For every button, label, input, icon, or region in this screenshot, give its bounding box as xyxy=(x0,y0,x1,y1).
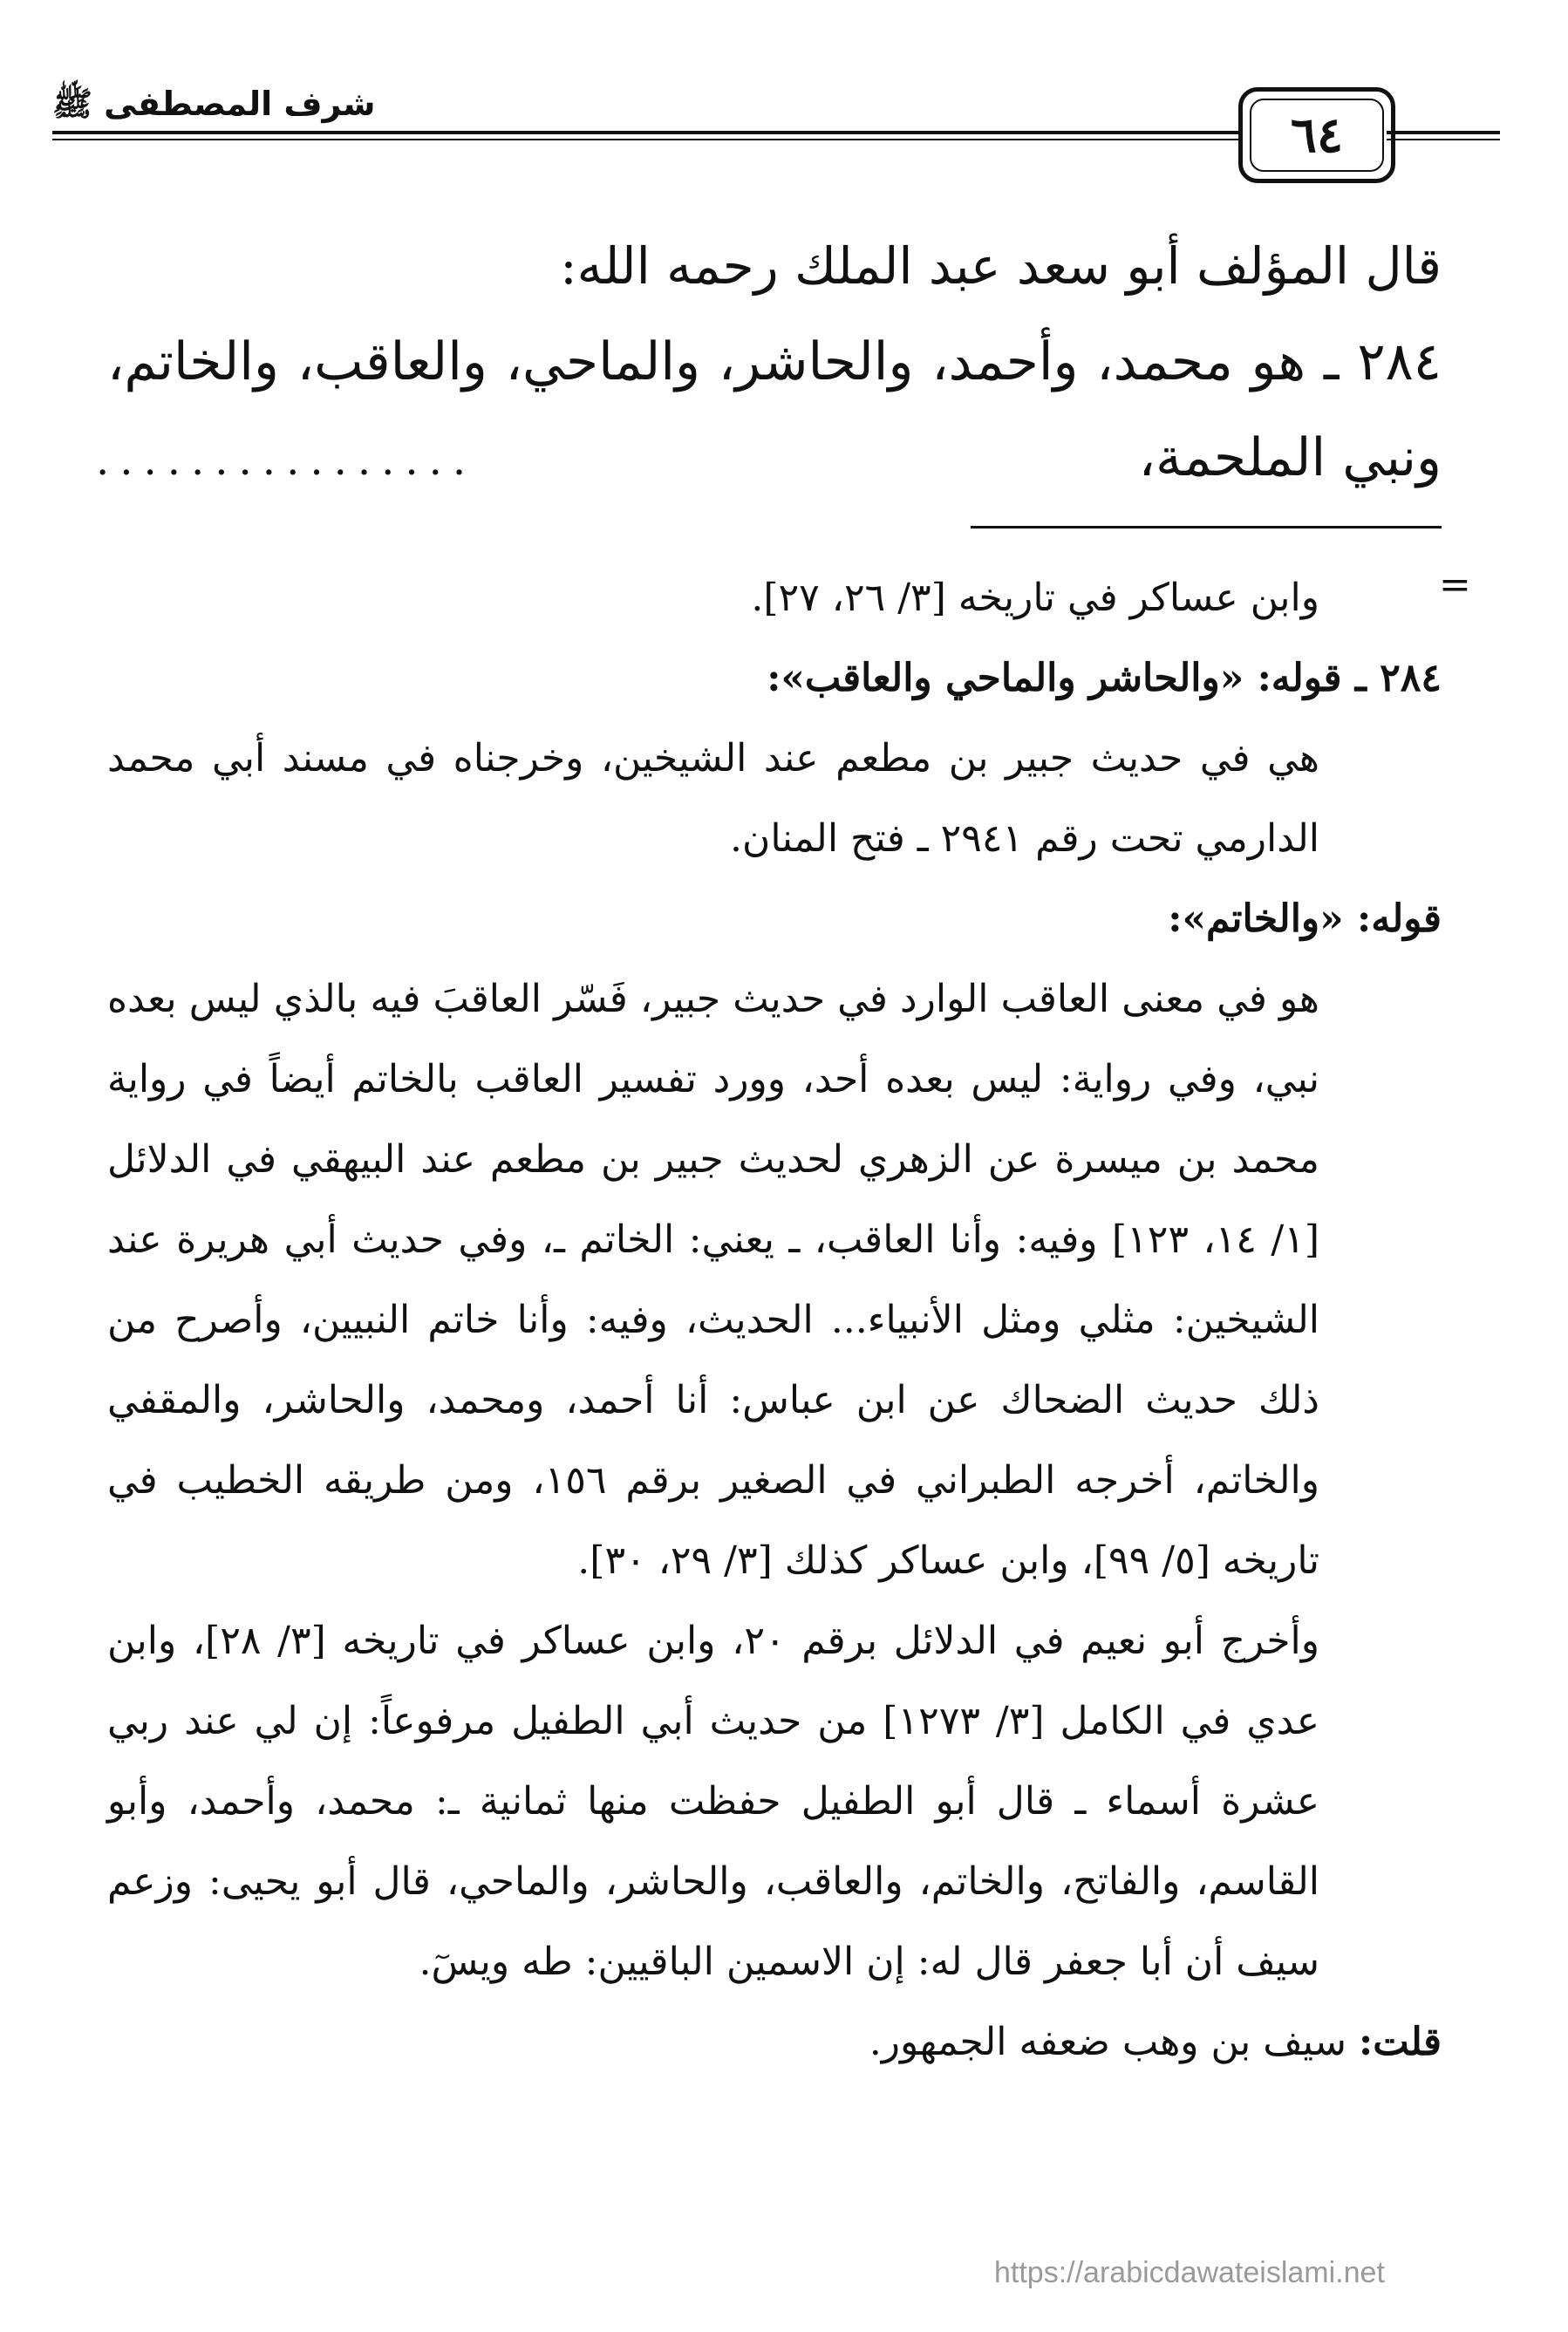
page-header xyxy=(0,0,1568,174)
page-number-box xyxy=(1238,87,1395,183)
note-284-heading: ٢٨٤ ـ قوله: «والحاشر والماحي والعاقب»: xyxy=(767,656,1442,700)
running-title: شرف المصطفى ﷺ xyxy=(52,85,376,123)
note-284-text: هي في حديث جبير بن مطعم عند الشيخين، وخرجناه في مسند أبي محمد الدارمي تحت رقم ٢٩٤١ ـ فتح المنان. xyxy=(107,736,1319,861)
page-number: ٦٤ xyxy=(1290,106,1344,164)
leader-dots: ................ xyxy=(96,436,477,485)
footnotes xyxy=(107,558,1442,2083)
watermark-url: https://arabicdawateislami.net xyxy=(994,2256,1385,2289)
qultu-line xyxy=(107,2002,1442,2083)
footnote-continuation: وابن عساكر في تاريخه [٣/ ٢٦، ٢٧]. xyxy=(751,576,1319,620)
paragraph-284: ٢٨٤ ـ هو محمد، وأحمد، والحاشر، والماحي، والعاقب، والخاتم، ونبي الملحمة، xyxy=(107,331,1442,488)
qultu-text: سيف بن وهب ضعفه الجمهور. xyxy=(869,2020,1346,2064)
header-rule-right xyxy=(1387,131,1500,140)
continuation-mark: = xyxy=(1439,563,1471,607)
khatam-text: هو في معنى العاقب الوارد في حديث جبير، فَسّر العاقبَ فيه بالذي ليس بعده نبي، وفي رواية: ليس بعده أحد، وورد تفسير العاقب بالخاتم أيضاً في رواية محمد بن ميسرة عن الزهري لحديث جبير بن مطعم عند البيهقي في الدلائل [١/ ١٤، ١٢٣] وفيه: وأنا العاقب، ـ يعني: الخاتم ـ، وفي حديث أبي هريرة عند الشيخين: مثلي ومثل الأنبياء... الحديث، وفيه: وأنا خاتم النبيين، وأصرح من ذلك حديث الضحاك عن ابن عباس: أنا أحمد، ومحمد، والحاشر، والمقفي والخاتم، أخرجه الطبراني في الصغير برقم ١٥٦، ومن طريقه الخطيب في تاريخه [٥/ ٩٩]، وابن عساكر كذلك [٣/ ٢٩، ٣٠]. xyxy=(107,977,1320,1583)
khatam-heading: قوله: «والخاتم»: xyxy=(1168,897,1442,941)
footnote-divider xyxy=(971,526,1442,528)
author-intro: قال المؤلف أبو سعد عبد الملك رحمه الله: xyxy=(560,236,1442,296)
qultu-label: قلت: xyxy=(1358,2020,1442,2064)
abu-nuaym-text: وأخرج أبو نعيم في الدلائل برقم ٢٠، وابن عساكر في تاريخه [٣/ ٢٨]، وابن عدي في الكامل [٣/ ١٢٧٣] من حديث أبي الطفيل مرفوعاً: إن لي عند ربي عشرة أسماء ـ قال أبو الطفيل حفظت منها ثمانية ـ: محمد، وأحمد، وأبو القاسم، والفاتح، والخاتم، والعاقب، والحاشر، والماحي، قال أبو يحيى: وزعم سيف أن أبا جعفر قال له: إن الاسمين الباقيين: طه ويسٓ. xyxy=(107,1619,1319,1984)
header-rule xyxy=(52,131,1238,140)
